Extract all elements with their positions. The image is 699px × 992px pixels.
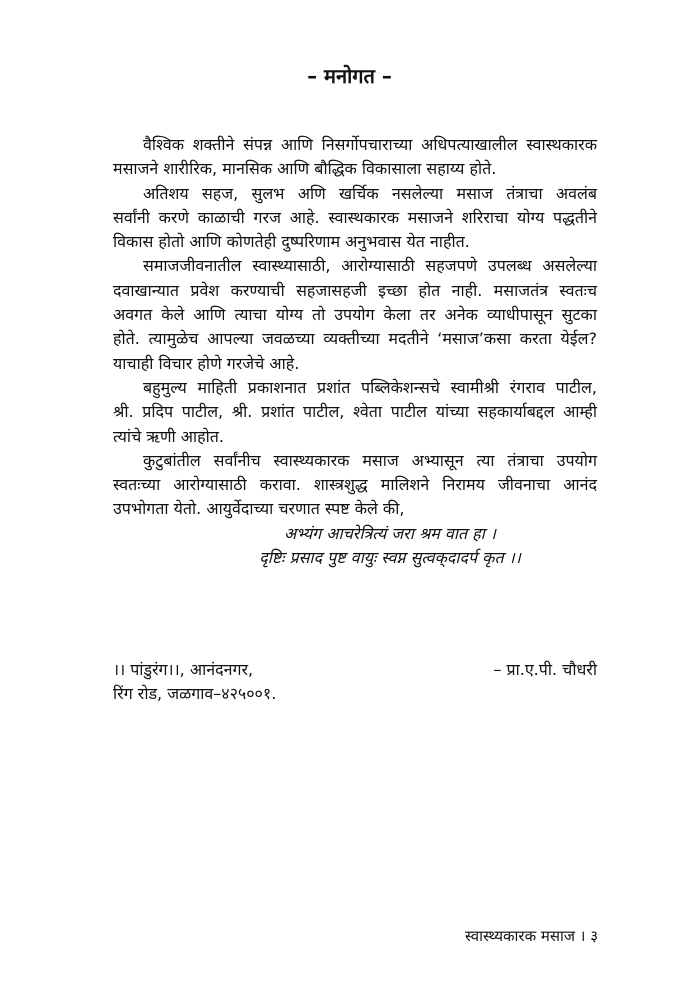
address-line-2: रिंग रोड, जळगाव–४२५००१.	[113, 684, 277, 704]
paragraph	[113, 254, 597, 375]
signature-block	[113, 658, 597, 707]
text-line: वैश्विक शक्तीने संपन्न आणि निसर्गोपचाराच्या अधिपत्याखालील स्वास्थकारक	[143, 135, 597, 154]
verse-line: अभ्यंग आचरेत्रित्यं जरा श्रम वात हा ।	[284, 523, 496, 543]
text-line: बहुमुल्य माहिती प्रकाशनात प्रशांत पब्लिकेशन्सचे स्वामीश्री रंगराव पाटील,	[143, 377, 597, 397]
verse-line: दृष्टिः प्रसाद पुष्ट वायुः स्वप्न सुत्वक्‌दादर्प कृत ।।	[259, 548, 521, 568]
paragraph	[113, 133, 597, 182]
page-footer: स्वास्थ्यकारक मसाज । ३	[464, 927, 598, 945]
address-line-1: ।। पांडुरंग।।, आनंदनगर,	[113, 660, 254, 679]
text-line: अवगत केले आणि त्याचा योग्य तो उपयोग केला तर अनेक व्याधीपासून सुटका	[113, 305, 597, 325]
text-line: उपभोगता येतो. आयुर्वेदाच्या चरणात स्पष्ट केले की,	[113, 499, 405, 519]
text-line: होते. त्यामुळेच आपल्या जवळच्या व्यक्तीच्या मदतीने ‘मसाज’कसा करता येईल?	[113, 329, 597, 349]
text-line: मसाजने शारीरिक, मानसिक आणि बौद्धिक विकासाला सहाय्य होते.	[113, 159, 497, 179]
text-line: कुटुबांतील सर्वांनीच स्वास्थ्यकारक मसाज अभ्यासून त्या तंत्राचा उपयोग	[143, 450, 597, 470]
text-line: विकास होतो आणि कोणतेही दुष्परिणाम अनुभवास येत नाहीत.	[113, 232, 470, 252]
page-title: – मनोगत –	[307, 64, 392, 88]
paragraph	[113, 376, 597, 449]
paragraph	[113, 449, 597, 522]
text-line: दवाखान्यात प्रवेश करण्याची सहजासहजी इच्छा होत नाही. मसाजतंत्र स्वतःच	[113, 280, 597, 300]
author-name: – प्रा.ए.पी. चौधरी	[493, 660, 597, 679]
text-line: स्वतःच्या आरोग्यासाठी करावा. शास्त्रशुद्ध मालिशने निरामय जीवनाचा आनंद	[113, 475, 597, 495]
text-line: अतिशय सहज, सुलभ अणि खर्चिक नसलेल्या मसाज तंत्राचा अवलंब	[143, 183, 597, 203]
text-line: याचाही विचार होणे गरजेचे आहे.	[113, 353, 300, 373]
text-line: सर्वांनी करणे काळाची गरज आहे. स्वास्थकारक मसाजने शरिराचा योग्य पद्धतीने	[113, 207, 597, 227]
text-line: त्यांचे ऋणी आहोत.	[113, 426, 224, 446]
text-line: श्री. प्रदिप पाटील, श्री. प्रशांत पाटील, श्वेता पाटील यांच्या सहकार्याबद्दल आम्ही	[113, 402, 597, 422]
preface-body	[113, 133, 597, 570]
paragraph	[113, 182, 597, 255]
text-line: समाजजीवनातील स्वास्थ्यासाठी, आरोग्यासाठी सहजपणे उपलब्ध असलेल्या	[143, 256, 597, 276]
